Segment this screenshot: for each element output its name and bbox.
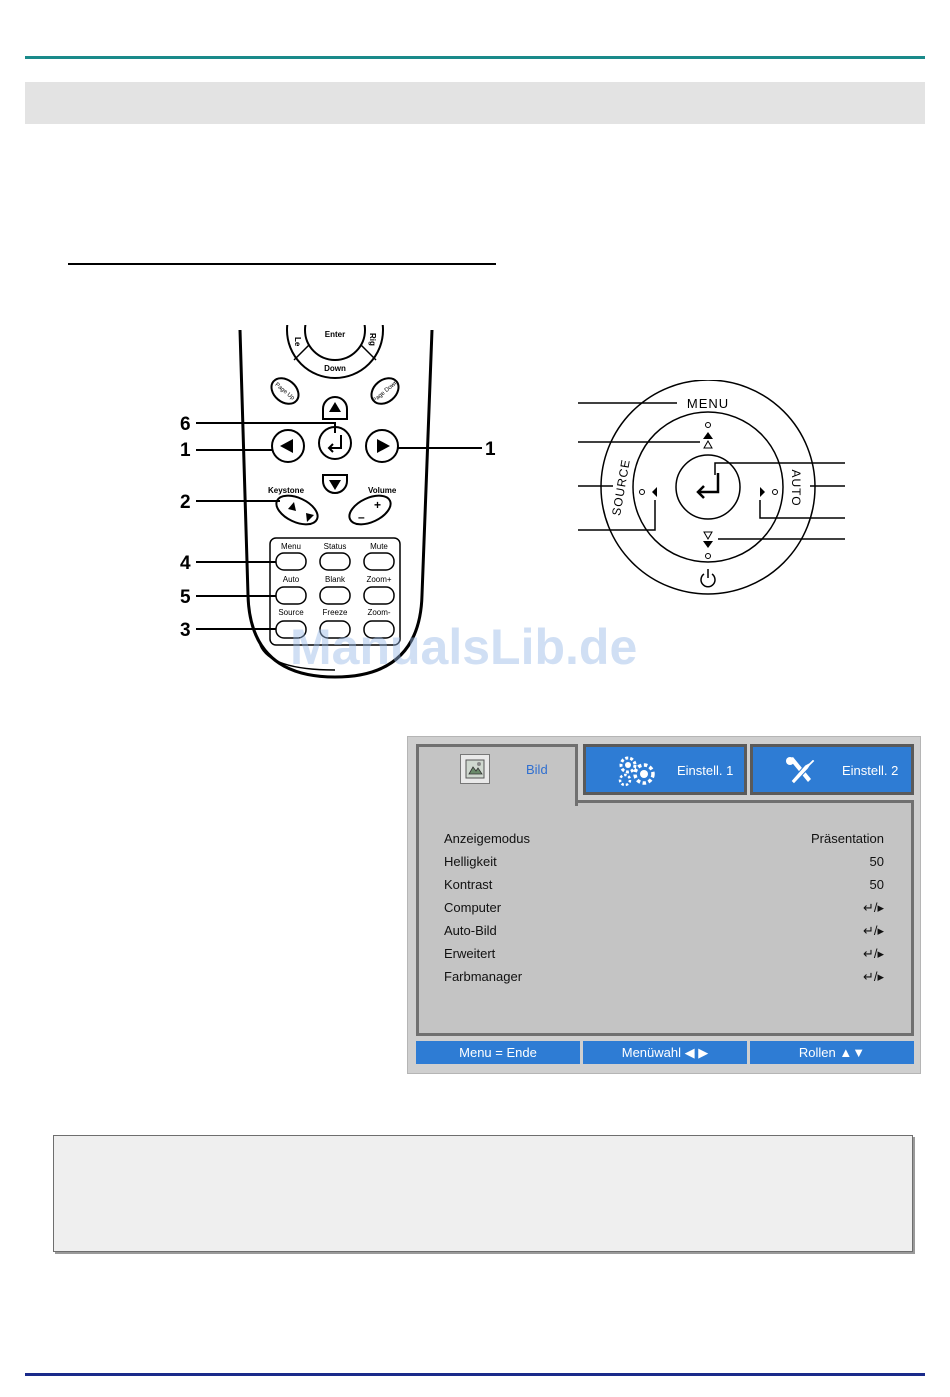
gears-icon xyxy=(616,755,658,792)
volume-label: Volume xyxy=(368,486,397,495)
keystone-label: Keystone xyxy=(268,486,305,495)
osd-row-value: Präsentation xyxy=(811,831,884,846)
page-down-label: Page Down xyxy=(371,379,400,405)
enter-submenu-icon: ↵/▸ xyxy=(862,946,884,961)
osd-row-farbmanager[interactable] xyxy=(444,969,884,989)
auto-button[interactable] xyxy=(276,587,306,604)
footer-menu-exit[interactable]: Menu = Ende xyxy=(416,1041,580,1064)
tab-einstell-2-label: Einstell. 2 xyxy=(842,763,899,778)
volume-minus-label: – xyxy=(358,510,365,524)
control-panel-illustration xyxy=(570,380,850,605)
picture-icon xyxy=(460,754,490,784)
bottom-rule xyxy=(25,1373,925,1376)
callout-1-right: 1 xyxy=(485,439,496,460)
section-rule xyxy=(68,263,496,265)
osd-row-name: Auto-Bild xyxy=(444,923,497,938)
mute-button[interactable] xyxy=(364,553,394,570)
enter-submenu-icon: ↵/▸ xyxy=(862,900,884,915)
enter-label: Enter xyxy=(324,330,346,339)
left-label: Le xyxy=(293,337,302,347)
osd-row-name: Farbmanager xyxy=(444,969,523,984)
volume-plus-label: + xyxy=(374,498,382,512)
osd-row-name: Erweitert xyxy=(444,946,496,961)
panel-menu-label[interactable]: MENU xyxy=(686,396,730,411)
osd-row-kontrast[interactable] xyxy=(444,877,884,897)
tab-bild[interactable] xyxy=(416,744,578,806)
zoom-minus-label: Zoom- xyxy=(367,608,391,617)
header-band xyxy=(25,82,925,124)
enter-submenu-icon: ↵/▸ xyxy=(862,923,884,938)
down-label: Down xyxy=(324,364,346,373)
footer-scroll[interactable]: Rollen ▲▼ xyxy=(750,1041,914,1064)
panel-enter-button[interactable] xyxy=(676,455,740,519)
callout-1-left: 1 xyxy=(180,440,191,461)
note-box xyxy=(53,1135,913,1252)
enter-submenu-icon: ↵/▸ xyxy=(862,969,884,984)
osd-row-name: Kontrast xyxy=(444,877,493,892)
zoom-plus-button[interactable] xyxy=(364,587,394,604)
mute-label: Mute xyxy=(370,542,388,551)
blank-label: Blank xyxy=(324,575,346,584)
page-up-label: Page Up xyxy=(273,381,296,402)
osd-row-auto-bild[interactable] xyxy=(444,923,884,943)
status-label: Status xyxy=(323,542,347,551)
osd-row-value: 50 xyxy=(869,854,884,869)
osd-row-name: Helligkeit xyxy=(444,854,497,869)
tab-einstell-1[interactable] xyxy=(583,744,747,795)
osd-row-anzeigemodus[interactable] xyxy=(444,831,884,851)
source-label: Source xyxy=(278,608,304,617)
right-label: Rig xyxy=(368,333,377,346)
callout-6: 6 xyxy=(180,414,191,435)
osd-row-computer[interactable] xyxy=(444,900,884,920)
osd-row-name: Anzeigemodus xyxy=(444,831,530,846)
osd-row-value: 50 xyxy=(869,877,884,892)
tab-einstell-2[interactable] xyxy=(750,744,914,795)
watermark: ManualsLib.de xyxy=(290,619,638,675)
keystone-button[interactable] xyxy=(272,490,322,530)
menu-label: Menu xyxy=(280,542,302,551)
top-rule xyxy=(25,56,925,59)
blank-button[interactable] xyxy=(320,587,350,604)
callout-3: 3 xyxy=(180,620,191,641)
tools-icon xyxy=(783,755,817,792)
osd-row-helligkeit[interactable] xyxy=(444,854,884,874)
callout-5: 5 xyxy=(180,587,191,608)
menu-button[interactable] xyxy=(276,553,306,570)
status-button[interactable] xyxy=(320,553,350,570)
zoom-plus-label: Zoom+ xyxy=(366,575,392,584)
panel-auto-label[interactable]: AUTO xyxy=(789,469,803,507)
osd-row-erweitert[interactable] xyxy=(444,946,884,966)
footer-menu-select[interactable]: Menüwahl ◀ ▶ xyxy=(583,1041,747,1064)
tab-bild-label: Bild xyxy=(526,762,548,777)
callout-2: 2 xyxy=(180,492,191,513)
tab-einstell-1-label: Einstell. 1 xyxy=(677,763,734,778)
panel-source-label[interactable]: SOURCE xyxy=(609,457,633,517)
volume-button[interactable] xyxy=(345,490,395,530)
freeze-label: Freeze xyxy=(322,608,348,617)
callout-4: 4 xyxy=(180,553,191,574)
osd-row-name: Computer xyxy=(444,900,502,915)
auto-label: Auto xyxy=(282,575,300,584)
